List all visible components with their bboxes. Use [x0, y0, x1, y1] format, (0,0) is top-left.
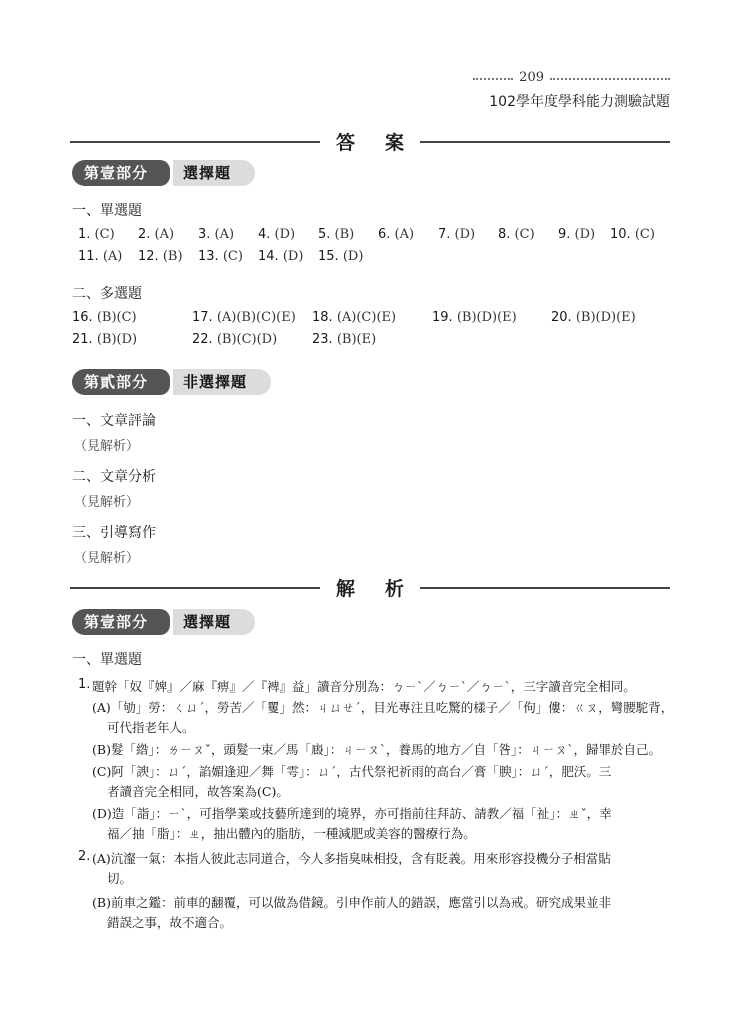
answer-item — [498, 227, 535, 242]
answer-value: (B) — [334, 227, 355, 242]
question-number: 2. — [78, 849, 91, 864]
answer-item — [72, 310, 137, 325]
answer-number: 21. — [72, 332, 93, 347]
banner-separator — [160, 160, 170, 186]
part-label: 第壹部分 — [72, 609, 160, 635]
answer-item — [438, 227, 475, 242]
answer-item — [318, 227, 354, 242]
explanation-line: 可代指老年人。 — [107, 720, 195, 735]
answer-value: (D) — [282, 249, 304, 264]
answers-part2-banner — [72, 369, 271, 395]
answer-item — [138, 227, 174, 242]
analysis-part1-banner — [72, 609, 255, 635]
answer-number: 3. — [198, 227, 211, 242]
answer-number: 11. — [78, 249, 99, 264]
answer-item — [138, 249, 183, 264]
answer-number: 23. — [312, 332, 333, 347]
answer-number: 16. — [72, 310, 93, 325]
answer-value: (A) — [154, 227, 175, 242]
answer-value: (B)(C)(D) — [216, 332, 278, 347]
essay-item-note: （見解析） — [74, 495, 140, 510]
answer-number: 13. — [198, 249, 219, 264]
answer-value: (A) — [214, 227, 235, 242]
essay-item-heading: 一、文章評論 — [72, 413, 156, 429]
answer-item — [312, 332, 376, 347]
answer-item — [378, 227, 414, 242]
answer-number: 17. — [192, 310, 213, 325]
divider-line-right — [420, 587, 670, 589]
answer-value: (B)(D)(E) — [456, 310, 517, 325]
answer-value: (C) — [94, 227, 115, 242]
dotted-rule-right — [550, 78, 670, 80]
answer-item — [551, 310, 636, 325]
part-label: 第壹部分 — [72, 160, 160, 186]
explanation-line: 錯誤之事，故不適合。 — [107, 915, 233, 930]
answer-item — [318, 249, 363, 264]
answer-value: (D) — [342, 249, 364, 264]
single-choice-heading: 一、單選題 — [72, 203, 142, 219]
explanation-line: (B)前車之鑑：前車的翻覆，可以做為借鏡。引申作前人的錯誤，應當引以為戒。研究成果並非 — [92, 895, 611, 910]
explanation-line: 者讀音完全相同，故答案為(C)。 — [107, 784, 289, 799]
book-title: 102學年度學科能力測驗試題 — [489, 94, 670, 110]
answer-item — [78, 249, 122, 264]
answer-number: 10. — [610, 227, 631, 242]
answer-value: (D) — [574, 227, 596, 242]
answer-item — [198, 227, 234, 242]
explanation-line: (A)沆瀣一氣：本指人彼此志同道合，今人多指臭味相投，含有貶義。用來形容投機分子相當貼 — [92, 851, 611, 866]
answer-value: (A)(B)(C)(E) — [216, 310, 296, 325]
answer-number: 14. — [258, 249, 279, 264]
answer-number: 9. — [558, 227, 571, 242]
essay-item-note: （見解析） — [74, 439, 140, 454]
answer-value: (A)(C)(E) — [336, 310, 397, 325]
part-name: 選擇題 — [173, 160, 255, 186]
answer-number: 19. — [432, 310, 453, 325]
answer-item — [610, 227, 655, 242]
answer-item — [432, 310, 517, 325]
answer-item — [192, 332, 277, 347]
answer-number: 12. — [138, 249, 159, 264]
answer-item — [78, 227, 115, 242]
answer-value: (C) — [634, 227, 655, 242]
dotted-rule-left — [473, 78, 513, 80]
answer-number: 18. — [312, 310, 333, 325]
answer-item — [258, 249, 303, 264]
explanation-line: 切。 — [107, 871, 133, 886]
answer-value: (D) — [454, 227, 476, 242]
answer-item — [72, 332, 137, 347]
part-name: 非選擇題 — [173, 369, 271, 395]
explanation-line: 題幹「奴『婢』／麻『痹』／『裨』益」讀音分別為：ㄅㄧˋ／ㄅㄧˋ／ㄅㄧˋ，三字讀音完全相同。 — [92, 679, 636, 694]
answer-number: 6. — [378, 227, 391, 242]
explanation-line: 福／抽「脂」：ㄓ，抽出體內的脂肪，一種減肥或美容的醫療行為。 — [107, 826, 476, 841]
answer-value: (D) — [274, 227, 296, 242]
answer-number: 7. — [438, 227, 451, 242]
question-number: 1. — [78, 677, 91, 692]
answer-value: (B)(D)(E) — [575, 310, 636, 325]
explanation-line: (A)「劬」勞：ㄑㄩˊ，勞苦／「矍」然：ㄐㄩㄝˊ，目光專注且吃驚的樣子／「佝」僂：ㄍㄡ，彎腰駝背， — [92, 700, 674, 715]
essay-item-note: （見解析） — [74, 551, 140, 566]
page-number: 209 — [519, 70, 544, 85]
explanation-line: (D)造「詣」：ㄧˋ，可指學業或技藝所達到的境界，亦可指前往拜訪、請教／福「祉」：ㄓˇ，幸 — [92, 806, 612, 821]
answer-number: 8. — [498, 227, 511, 242]
answer-value: (C) — [514, 227, 535, 242]
essay-item-heading: 二、文章分析 — [72, 469, 156, 485]
answer-item — [312, 310, 396, 325]
answer-number: 4. — [258, 227, 271, 242]
answer-item — [198, 249, 243, 264]
multi-choice-heading: 二、多選題 — [72, 286, 142, 302]
part-name: 選擇題 — [173, 609, 255, 635]
banner-separator — [160, 609, 170, 635]
answer-value: (B)(C) — [96, 310, 137, 325]
answer-number: 15. — [318, 249, 339, 264]
answer-value: (A) — [102, 249, 123, 264]
answer-item — [558, 227, 595, 242]
answer-value: (B) — [162, 249, 183, 264]
answer-number: 20. — [551, 310, 572, 325]
answers-title: 答案 — [335, 132, 434, 154]
explanation-line: (C)阿「諛」：ㄩˊ，諂媚逢迎／舞「雩」：ㄩˊ，古代祭祀祈雨的高台／膏「腴」：ㄩˊ，肥沃。三 — [92, 764, 612, 779]
analysis-single-heading: 一、單選題 — [72, 652, 142, 668]
analysis-divider — [70, 574, 670, 602]
answers-divider — [70, 128, 670, 156]
answer-item — [258, 227, 295, 242]
answer-number: 5. — [318, 227, 331, 242]
answer-number: 22. — [192, 332, 213, 347]
part-label: 第貳部分 — [72, 369, 160, 395]
answers-part1-banner — [72, 160, 255, 186]
explanation-line: (B)髮「綹」：ㄌㄧㄡˇ，頭髮一束／馬「廄」：ㄐㄧㄡˋ，養馬的地方／自「咎」：ㄐㄧㄡˋ，歸罪於自己。 — [92, 742, 661, 757]
page-number-row — [473, 70, 670, 85]
analysis-title: 解析 — [335, 578, 434, 600]
answer-value: (C) — [222, 249, 243, 264]
answer-number: 1. — [78, 227, 91, 242]
answer-value: (B)(E) — [336, 332, 377, 347]
answer-value: (A) — [394, 227, 415, 242]
divider-line-right — [420, 141, 670, 143]
answer-value: (B)(D) — [96, 332, 138, 347]
answer-item — [192, 310, 296, 325]
essay-item-heading: 三、引導寫作 — [72, 525, 156, 541]
answer-number: 2. — [138, 227, 151, 242]
banner-separator — [160, 369, 170, 395]
